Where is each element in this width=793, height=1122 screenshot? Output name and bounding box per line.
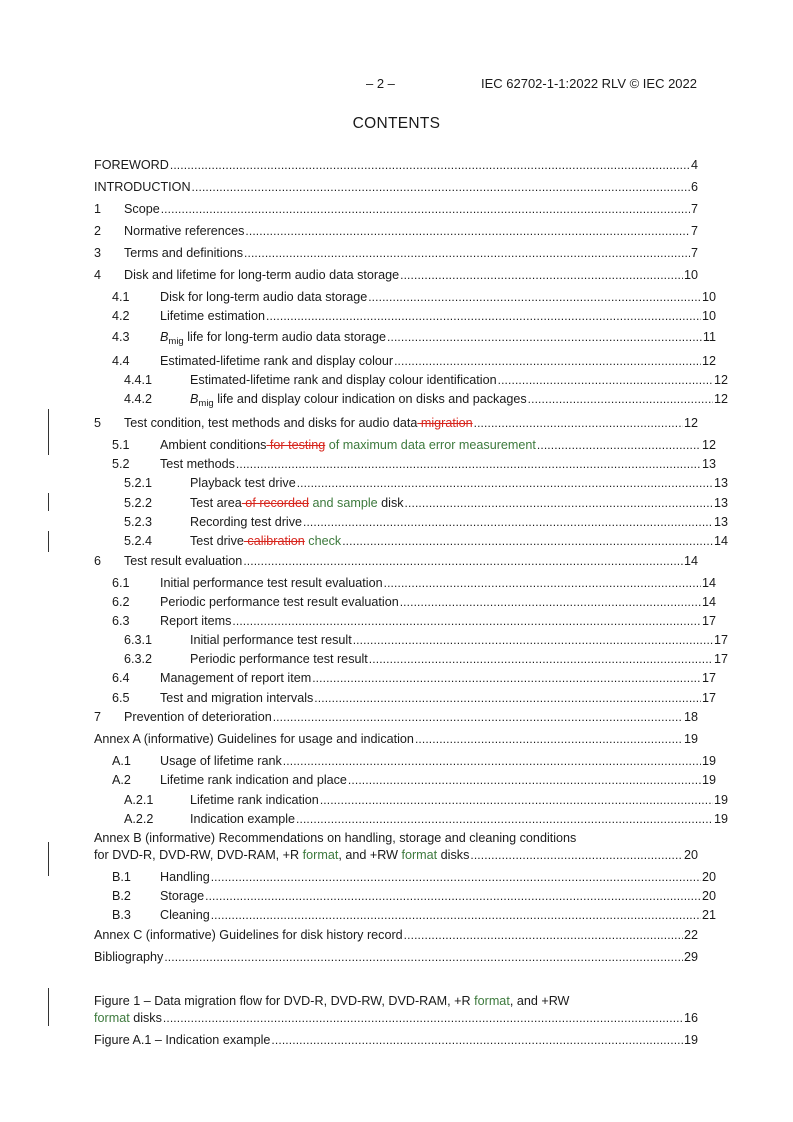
- toc-entry-figure-1[interactable]: format disks . . . 16: [94, 1010, 698, 1026]
- toc-entry-a-1[interactable]: A.1 Usage of lifetime rank . . . 19: [94, 753, 716, 769]
- toc-entry-foreword[interactable]: FOREWORD . . . 4: [94, 157, 698, 173]
- toc-entry-5-2-1[interactable]: 5.2.1 Playback test drive . . . 13: [94, 475, 728, 491]
- inserted-text: format: [397, 848, 438, 862]
- inserted-text: format: [94, 1011, 130, 1025]
- toc-entry-5-2[interactable]: 5.2 Test methods . . . 13: [94, 456, 716, 472]
- change-bar: [48, 531, 49, 552]
- toc-entry-5-2-3[interactable]: 5.2.3 Recording test drive . . . 13: [94, 514, 728, 530]
- inserted-text: format: [470, 994, 510, 1008]
- toc-entry-introduction[interactable]: INTRODUCTION . . . 6: [94, 179, 698, 195]
- deleted-text: for testing: [266, 438, 326, 452]
- toc-entry-4-1[interactable]: 4.1 Disk for long-term audio data storage . . . 10: [94, 289, 716, 305]
- toc-entry-b-2[interactable]: B.2 Storage . . . 20: [94, 888, 716, 904]
- inserted-text: of maximum data error measurement: [325, 438, 536, 452]
- toc-entry-4-3[interactable]: 4.3 $B_{mig}$ life for long-term audio data storage . . . 11: [94, 329, 716, 350]
- toc-entry-6-2[interactable]: 6.2 Periodic performance test result evaluation . . . 14: [94, 594, 716, 610]
- toc-entry-annex-a[interactable]: Annex A (informative) Guidelines for usage and indication . . . 19: [94, 731, 698, 747]
- toc-entry-annex-c[interactable]: Annex C (informative) Guidelines for disk history record . . . 22: [94, 927, 698, 943]
- toc-entry-5-1[interactable]: 5.1 Ambient conditions for testing of maximum data error measurement . . . 12: [94, 437, 716, 453]
- deleted-text: of recorded: [241, 496, 310, 510]
- toc-entry-6-3[interactable]: 6.3 Report items . . . 17: [94, 613, 716, 629]
- toc-entry-5[interactable]: 5 Test condition, test methods and disks for audio data migration . . . 12: [94, 415, 698, 431]
- toc-entry-a-2[interactable]: A.2 Lifetime rank indication and place . . . 19: [94, 772, 716, 788]
- toc-entry-bibliography[interactable]: Bibliography . . . 29: [94, 949, 698, 965]
- toc-entry-4-2[interactable]: 4.2 Lifetime estimation . . . 10: [94, 308, 716, 324]
- toc-entry-6-1[interactable]: 6.1 Initial performance test result evaluation . . . 14: [94, 575, 716, 591]
- toc-entry-a-2-2[interactable]: A.2.2 Indication example . . . 19: [94, 811, 728, 827]
- change-bar: [48, 409, 49, 455]
- toc-entry-b-1[interactable]: B.1 Handling . . . 20: [94, 869, 716, 885]
- toc-entry-7[interactable]: 7 Prevention of deterioration . . . 18: [94, 709, 698, 725]
- change-bar: [48, 842, 49, 876]
- toc-entry-6-4[interactable]: 6.4 Management of report item . . . 17: [94, 670, 716, 686]
- standard-reference: IEC 62702-1-1:2022 RLV © IEC 2022: [480, 76, 697, 91]
- toc-entry-6-5[interactable]: 6.5 Test and migration intervals . . . 17: [94, 690, 716, 706]
- toc-entry-6[interactable]: 6 Test result evaluation . . . 14: [94, 553, 698, 569]
- toc-entry-6-3-2[interactable]: 6.3.2 Periodic performance test result . . . 17: [94, 651, 728, 667]
- toc-entry-6-3-1[interactable]: 6.3.1 Initial performance test result . . . 17: [94, 632, 728, 648]
- toc-entry-5-2-2[interactable]: 5.2.2 Test area of recorded and sample disk . . . 13: [94, 495, 728, 511]
- toc-entry-4-4-2[interactable]: 4.4.2 $B_{mig}$ life and display colour indication on disks and packages . . . 12: [94, 391, 728, 412]
- toc-entry-figure-1-line1[interactable]: Figure 1 – Data migration flow for DVD-R, DVD-RW, DVD-RAM, +R format, and +RW: [94, 994, 570, 1008]
- inserted-text: format: [299, 848, 339, 862]
- toc-entry-b-3[interactable]: B.3 Cleaning . . . 21: [94, 907, 716, 923]
- toc-entry-1[interactable]: 1 Scope . . . 7: [94, 201, 698, 217]
- page-title: CONTENTS: [352, 115, 441, 132]
- inserted-text: and sample: [309, 496, 378, 510]
- toc-entry-annex-b[interactable]: for DVD-R, DVD-RW, DVD-RAM, +R format, and +RW format disks . . . 20: [94, 847, 698, 863]
- inserted-text: check: [304, 534, 342, 548]
- toc-entry-figure-a-1[interactable]: Figure A.1 – Indication example . . . 19: [94, 1032, 698, 1048]
- toc-entry-4-4-1[interactable]: 4.4.1 Estimated-lifetime rank and display colour identification . . . 12: [94, 372, 728, 388]
- deleted-text: migration: [417, 416, 473, 430]
- page-number: – 2 –: [366, 76, 395, 91]
- toc-entry-4[interactable]: 4 Disk and lifetime for long-term audio data storage . . . 10: [94, 267, 698, 283]
- toc-entry-annex-b-line1[interactable]: Annex B (informative) Recommendations on handling, storage and cleaning conditions: [94, 831, 577, 845]
- deleted-text: calibration: [243, 534, 305, 548]
- toc-entry-5-2-4[interactable]: 5.2.4 Test drive calibration check . . . 14: [94, 533, 728, 549]
- toc-entry-2[interactable]: 2 Normative references . . . 7: [94, 223, 698, 239]
- change-bar: [48, 988, 49, 1026]
- toc-entry-a-2-1[interactable]: A.2.1 Lifetime rank indication . . . 19: [94, 792, 728, 808]
- toc-entry-4-4[interactable]: 4.4 Estimated-lifetime rank and display colour . . . 12: [94, 353, 716, 369]
- toc-entry-3[interactable]: 3 Terms and definitions . . . 7: [94, 245, 698, 261]
- change-bar: [48, 493, 49, 511]
